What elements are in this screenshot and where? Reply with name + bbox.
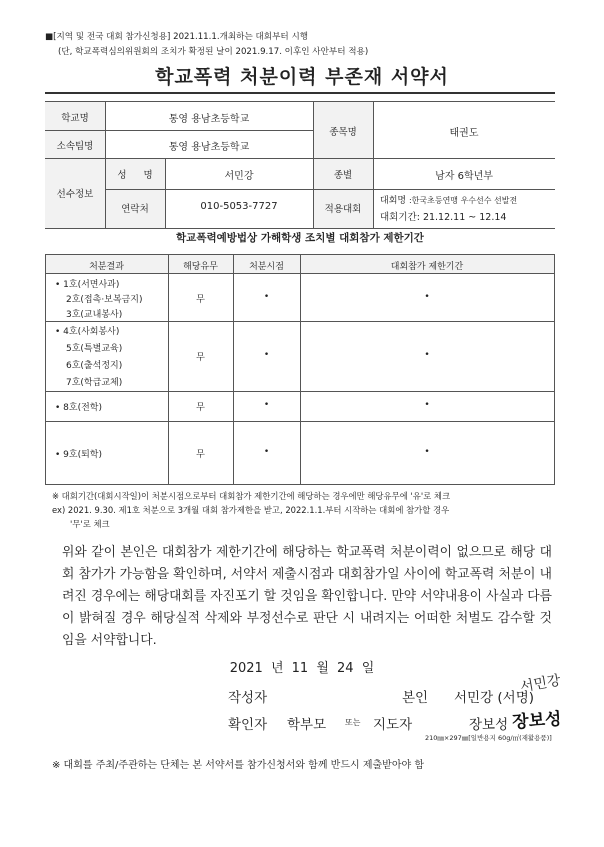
paper-spec: 210㎜×297㎜[일반용지 60g/㎡(재활용품)] [425,734,552,742]
notice-line-1: ■[지역 및 전국 대회 참가신청용] 2021.11.1.개최하는 대회부터 시행 [45,32,309,42]
school-value: 통영 용남초등학교 [168,114,250,125]
self-name: 서민강 (서명) [454,690,535,706]
title-rule [45,92,555,94]
name-value: 서민강 [224,171,254,182]
list-item: • 8호(전학) [55,403,103,413]
notice-line-2: (단, 학교폭력심의위원회의 조치가 확정된 날이 2021.9.17. 이후인 사안부터 적용) [58,47,369,57]
list-item: • 9호(퇴학) [55,450,103,460]
coach-seal: 장보성 [511,709,563,733]
note-1: ※ 대회기간(대회시작일)이 처분시점으로부터 대회참가 제한기간에 해당하는 경우에만 해당유무에 '유'로 체크 [52,491,451,501]
note-2: ex) 2021. 9.30. 제1호 처분으로 3개월 대회 참가제한을 받고, 2022.1.1.부터 시작하는 대회에 참가할 경우 [52,505,450,515]
or-label: 또는 [345,718,361,727]
header-applicable: 해당유무 [183,262,218,272]
period-bullet: • [424,400,430,410]
list-item: 5호(특별교육) [66,344,123,354]
pledge-date: 2021 년 11 월 24 일 [229,661,375,676]
page-title: 학교폭력 처분이력 부존재 서약서 [155,66,449,88]
competition-name: 대회명 :한국초등연맹 우수선수 선발전 [380,196,518,206]
coach-name: 장보성 [469,717,509,733]
note-3: '무'로 체크 [70,519,110,529]
phone-value: 010-5053-7727 [200,201,278,212]
division-value: 남자 6학년부 [435,171,493,182]
list-item: • 4호(사회봉사) [55,327,120,337]
coach-label: 지도자 [373,717,413,733]
event-label: 종목명 [329,127,357,138]
list-item: • 1호(서면사과) [55,280,120,290]
applicable-value: 무 [196,403,205,413]
self-label: 본인 [402,690,429,706]
applicable-value: 무 [196,295,205,305]
period-bullet: • [424,350,430,360]
time-bullet: • [263,400,270,410]
writer-label: 작성자 [228,690,268,706]
time-bullet: • [263,292,270,302]
period-bullet: • [424,447,430,457]
period-bullet: • [424,292,430,302]
footer-note: ※ 대회를 주최/주관하는 단체는 본 서약서를 참가신청서와 함께 반드시 제출받아야 함 [52,760,424,771]
list-item: 2호(접촉·보복금지) [66,295,143,305]
header-period: 대회참가 제한기간 [390,262,464,272]
school-label: 학교명 [61,113,89,124]
team-value: 통영 용남초등학교 [168,142,250,153]
header-result: 처분결과 [89,262,124,272]
name-label: 성 명 [117,170,153,181]
restriction-subtitle: 학교폭력예방법상 가해학생 조치별 대회참가 제한기간 [176,232,424,244]
applicable-value: 무 [196,353,205,363]
team-label: 소속팀명 [56,141,94,152]
list-item: 7호(학급교체) [66,378,123,388]
applicable-value: 무 [196,450,205,460]
list-item: 6호(출석정지) [66,361,123,371]
list-item: 3호(교내봉사) [66,310,123,320]
athlete-info-label: 선수정보 [56,189,94,200]
pledge-text: 위와 같이 본인은 대회참가 제한기간에 해당하는 학교폭력 처분이력이 없으므로 해당 대회 참가가 가능함을 확인하며, 서약서 제출시점과 대회참가일 사이에 학교폭력 처분이 내려진 경우에는 해당대회를 자진포기 할 것임을 확인합니다. 만약 서약내용이 사실과 다름이 밝혀질 경우 해당실적 삭제와 부정선수로 판단 시 내려지는 어떠한 처벌도 감수할 것임을 서약합니다. [62,545,552,648]
confirmer-label: 확인자 [228,717,268,733]
parent-label: 학부모 [287,717,327,733]
competition-period: 대회기간: 21.12.11 ~ 12.14 [380,212,507,223]
competition-label: 적용대회 [324,204,362,215]
division-label: 종별 [333,170,353,181]
header-time: 처분시점 [249,262,284,272]
time-bullet: • [263,447,270,457]
phone-label: 연락처 [121,204,149,215]
event-value: 태권도 [449,128,479,139]
handwritten-signature: 서민강 [519,672,562,696]
time-bullet: • [263,350,270,360]
